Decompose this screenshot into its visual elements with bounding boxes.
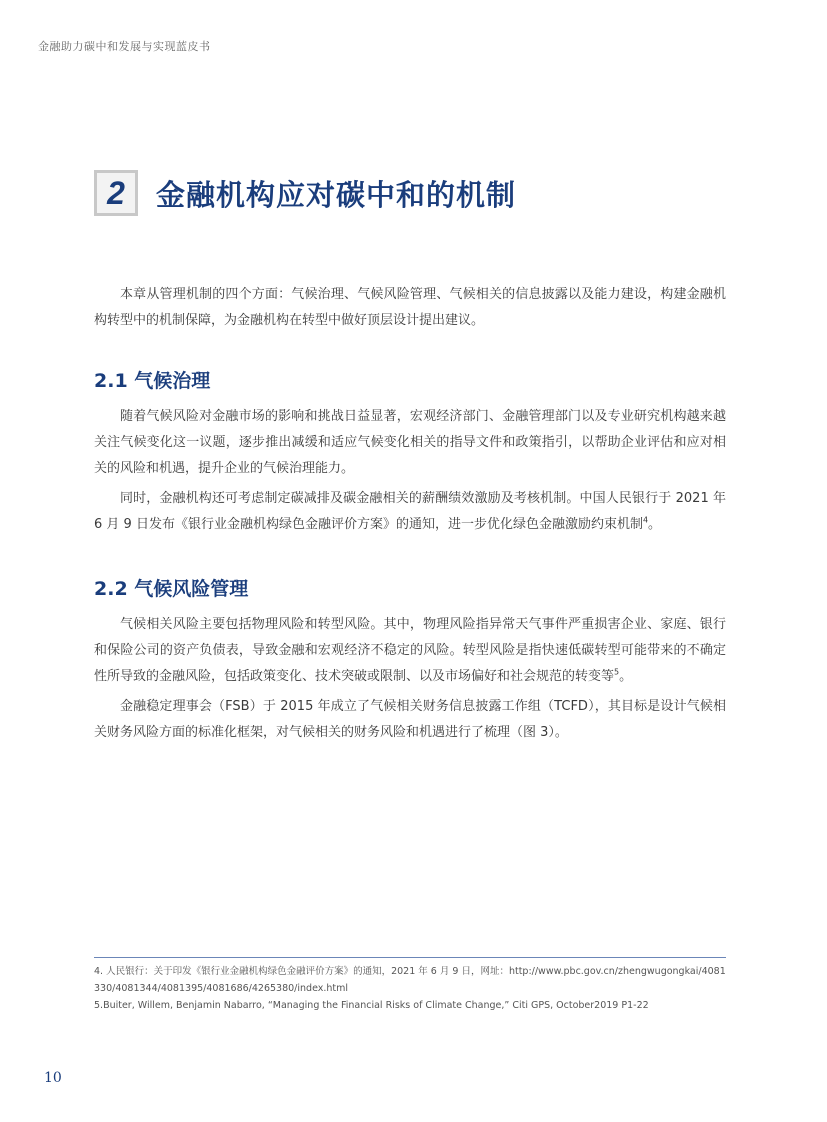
section-2-2-paragraph-2: 金融稳定理事会（FSB）于 2015 年成立了气候相关财务信息披露工作组（TCFD），其目标是设计气候相关财务风险方面的标准化框架，对气候相关的财务风险和机遇进行了梳理（图 3）。: [94, 699, 726, 740]
section-2-1-paragraph-2: [94, 486, 726, 538]
footnote-5: 5.Buiter, Willem, Benjamin Nabarro, “Managing the Financial Risks of Climate Change,” Citi GPS, October2019 P1-22: [94, 1000, 649, 1011]
chapter-heading: [94, 170, 516, 216]
footnote-divider: [94, 957, 726, 958]
paragraph-text: 气候相关风险主要包括物理风险和转型风险。其中，物理风险指异常天气事件严重损害企业、家庭、银行和保险公司的资产负债表，导致金融和宏观经济不稳定的风险。转型风险是指快速低碳转型可能带来的不确定性所导致的金融风险，包括政策变化、技术突破或限制、以及市场偏好和社会规范的转变等: [94, 617, 726, 684]
chapter-number: 2: [94, 170, 138, 216]
page-number: 10: [44, 1070, 62, 1086]
footnotes: [94, 963, 726, 1014]
paragraph-text: 同时，金融机构还可考虑制定碳减排及碳金融相关的薪酬绩效激励及考核机制。中国人民银行于 2021 年 6 月 9 日发布《银行业金融机构绿色金融评价方案》的通知，进一步优化绿色金融激励约束机制: [94, 491, 726, 532]
paragraph-end: 。: [619, 669, 633, 684]
footnote-ref-5: 5: [614, 667, 620, 677]
footnote-ref-4: 4: [642, 515, 649, 525]
section-heading-2-1: 2.1 气候治理: [94, 370, 211, 392]
footnote-4: 4. 人民银行：关于印发《银行业金融机构绿色金融评价方案》的通知，2021 年 6 月 9 日，网址：http://www.pbc.gov.cn/zhengwugongkai/4081330/4081344/4081395/4081686/4265380/index.html: [94, 966, 726, 994]
section-2-1-paragraph-1: 随着气候风险对金融市场的影响和挑战日益显著，宏观经济部门、金融管理部门以及专业研究机构越来越关注气候变化这一议题，逐步推出减缓和适应气候变化相关的指导文件和政策指引，以帮助企业评估和应对相关的风险和机遇，提升企业的气候治理能力。: [94, 409, 726, 476]
intro-paragraph: 本章从管理机制的四个方面：气候治理、气候风险管理、气候相关的信息披露以及能力建设，构建金融机构转型中的机制保障，为金融机构在转型中做好顶层设计提出建议。: [94, 287, 726, 328]
section-heading-2-2: 2.2 气候风险管理: [94, 578, 249, 600]
section-2-2-paragraph-1: [94, 612, 726, 690]
paragraph-end: 。: [648, 517, 662, 532]
chapter-title: 金融机构应对碳中和的机制: [156, 177, 517, 212]
running-header: 金融助力碳中和发展与实现蓝皮书: [38, 40, 211, 53]
